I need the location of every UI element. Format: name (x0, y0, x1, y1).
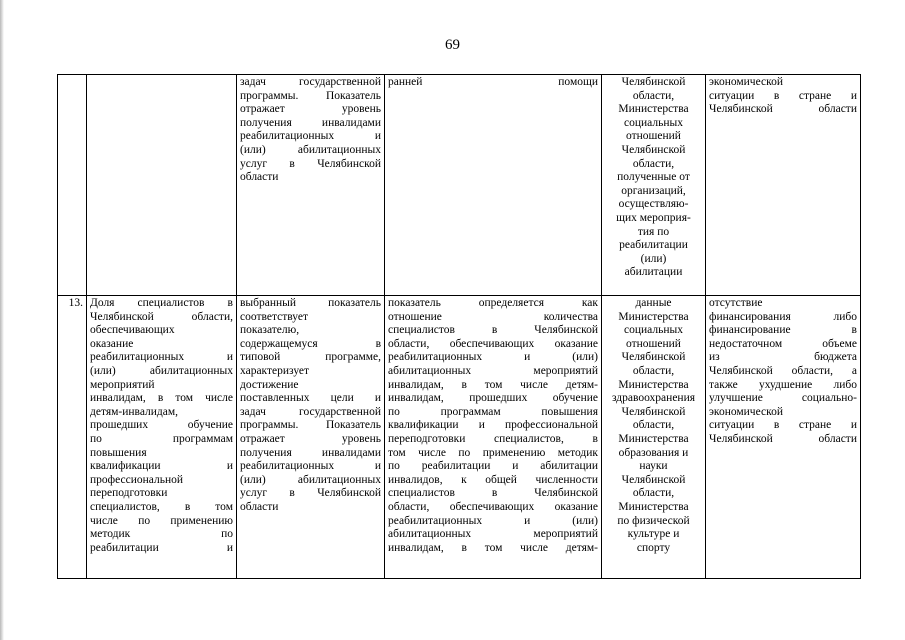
cell-line: инвалидам, прошедших обучение (388, 392, 598, 405)
risks-cell (706, 75, 861, 296)
scan-edge (0, 0, 4, 640)
cell-line: по реабилитации и абилитации (388, 460, 598, 473)
cell-line: специалистов в Челябинской (388, 324, 598, 337)
cell-line: области, (632, 419, 675, 432)
cell-line: области, обеспечивающих оказание (388, 337, 598, 350)
cell-line: отсутствие (709, 297, 763, 309)
cell-line: Челябинской (621, 76, 686, 88)
cell-line: получения инвалидами (240, 116, 381, 129)
cell-line: детям-инвалидам, (90, 405, 179, 418)
cell-line: отношение количества (388, 310, 598, 323)
cell-line: по физической (617, 514, 690, 527)
cell-line: недостаточном объеме (709, 337, 857, 350)
cell-line: типовой программе, (240, 351, 381, 364)
cell-line: Министерства (618, 103, 689, 116)
cell-line: реабилитационных и (или) (388, 351, 598, 364)
cell-line: Челябинской (621, 405, 686, 418)
cell-line: реабилитационных и (240, 460, 381, 473)
cell-line: переподготовки (90, 487, 168, 500)
cell-line: также ухудшение либо (709, 378, 857, 391)
cell-line: Челябинской области, (90, 310, 233, 323)
cell-line: инвалидам, в том числе детям- (388, 541, 598, 554)
cell-line: ранней помощи (388, 76, 598, 88)
data-source-cell (602, 296, 706, 579)
cell-line: Челябинской области (709, 103, 857, 116)
page-number: 69 (445, 37, 460, 53)
cell-line: здравоохранения (611, 392, 696, 405)
cell-line: программы. Показатель (240, 89, 381, 102)
cell-line: повышения (90, 446, 147, 459)
cell-line: реабилитации (619, 239, 688, 252)
cell-line: получения инвалидами (240, 446, 381, 459)
cell-line: (или) абилитационных (240, 143, 381, 156)
cell-line: инвалидов, к общей численности (388, 473, 598, 486)
cell-line: образования и (618, 446, 689, 459)
cell-line: том числе по применению методик (388, 446, 598, 459)
cell-line: ситуации в стране и (709, 419, 857, 432)
cell-line: Челябинской области (709, 432, 857, 445)
justification-cell (237, 296, 385, 579)
cell-line: организаций, (621, 184, 686, 197)
cell-line: реабилитации и (90, 541, 233, 554)
cell-line: науки (639, 460, 668, 473)
cell-line: инвалидам, в том числе (90, 392, 233, 405)
cell-line: квалификации и профессиональной (388, 419, 598, 432)
data-source-cell (602, 75, 706, 296)
cell-line: абилитационных мероприятий (388, 528, 598, 541)
cell-line: Министерства (618, 500, 689, 513)
cell-line: выбранный показатель (240, 297, 381, 309)
cell-line: Челябинской (621, 473, 686, 486)
cell-line: области, (632, 157, 675, 170)
cell-line: ситуации в стране и (709, 89, 857, 102)
cell-line: достижение (240, 378, 299, 391)
cell-line: характеризует (240, 364, 310, 377)
cell-line: Доля специалистов в (90, 297, 233, 309)
cell-line: по программам (90, 432, 233, 445)
indicator-name-cell (87, 296, 237, 579)
justification-cell (237, 75, 385, 296)
cell-line: Челябинской (621, 351, 686, 364)
cell-line: (или) (640, 252, 667, 265)
cell-line: услуг в Челябинской (240, 487, 381, 500)
cell-line: специалистов в Челябинской (388, 487, 598, 500)
cell-line: задач государственной (240, 405, 381, 418)
cell-line: показателю, (240, 324, 300, 337)
cell-line: Министерства (618, 432, 689, 445)
cell-line: Челябинской области, а (709, 364, 857, 377)
cell-line: экономической (709, 405, 783, 418)
cell-line: показатель определяется как (388, 297, 598, 309)
cell-line: полученные от (617, 171, 690, 184)
cell-line: реабилитационных и (240, 130, 381, 143)
cell-line: области, (632, 89, 675, 102)
risks-cell (706, 296, 861, 579)
cell-line: оказание (90, 337, 134, 350)
row-number-cell (58, 75, 87, 296)
cell-line: Министерства (618, 378, 689, 391)
cell-line: (или) абилитационных (90, 364, 233, 377)
cell-line: области (240, 500, 279, 513)
cell-line: реабилитационных и (или) (388, 514, 598, 527)
cell-line: области, обеспечивающих оказание (388, 500, 598, 513)
indicator-table (57, 74, 861, 579)
cell-line: переподготовки специалистов, в (388, 432, 598, 445)
cell-line: числе по применению (90, 514, 233, 527)
table-row (58, 75, 861, 296)
cell-line: программы. Показатель (240, 419, 381, 432)
cell-line: культуре и (627, 528, 680, 541)
cell-line: щих мероприя- (616, 211, 691, 224)
cell-line: по программам повышения (388, 405, 598, 418)
cell-line: области, (632, 487, 675, 500)
cell-line: данные (635, 297, 672, 309)
cell-line: мероприятий (90, 378, 155, 391)
cell-line: обеспечивающих (90, 324, 175, 337)
cell-line: отношений (626, 130, 681, 143)
cell-line: из бюджета (709, 351, 857, 364)
cell-line: улучшение социально- (709, 392, 857, 405)
cell-line: социальных (624, 324, 683, 337)
calculation-method-cell (385, 296, 602, 579)
cell-line: абилитации (624, 266, 683, 279)
cell-line: отношений (626, 337, 681, 350)
cell-line: финансирования либо (709, 310, 857, 323)
cell-line: Министерства (618, 310, 689, 323)
cell-line: осуществляю- (618, 198, 689, 211)
cell-line: социальных (624, 116, 683, 129)
cell-line: задач государственной (240, 76, 381, 88)
table-row (58, 296, 861, 579)
cell-line: отражает уровень (240, 432, 381, 445)
cell-line: специалистов, в том (90, 500, 233, 513)
cell-line: экономической (709, 76, 783, 88)
indicator-name-cell (87, 75, 237, 296)
cell-line: инвалидам, в том числе детям- (388, 378, 598, 391)
calculation-method-cell (385, 75, 602, 296)
cell-line: тия по (637, 225, 670, 238)
cell-line: услуг в Челябинской (240, 157, 381, 170)
cell-line: финансирование в (709, 324, 857, 337)
cell-line: содержащемуся в (240, 337, 381, 350)
cell-line: квалификации и (90, 460, 233, 473)
cell-line: профессиональной (90, 473, 184, 486)
row-number-cell: 13. (58, 296, 87, 579)
cell-line: прошедших обучение (90, 419, 233, 432)
cell-line: реабилитационных и (90, 351, 233, 364)
cell-line: методик по (90, 528, 233, 541)
cell-line: отражает уровень (240, 103, 381, 116)
cell-line: поставленных цели и (240, 392, 381, 405)
cell-line: спорту (636, 541, 671, 554)
cell-line: Челябинской (621, 143, 686, 156)
cell-line: области (240, 171, 279, 184)
cell-line: абилитационных мероприятий (388, 364, 598, 377)
cell-line: соответствует (240, 310, 309, 323)
cell-line: области, (632, 364, 675, 377)
cell-line: (или) абилитационных (240, 473, 381, 486)
